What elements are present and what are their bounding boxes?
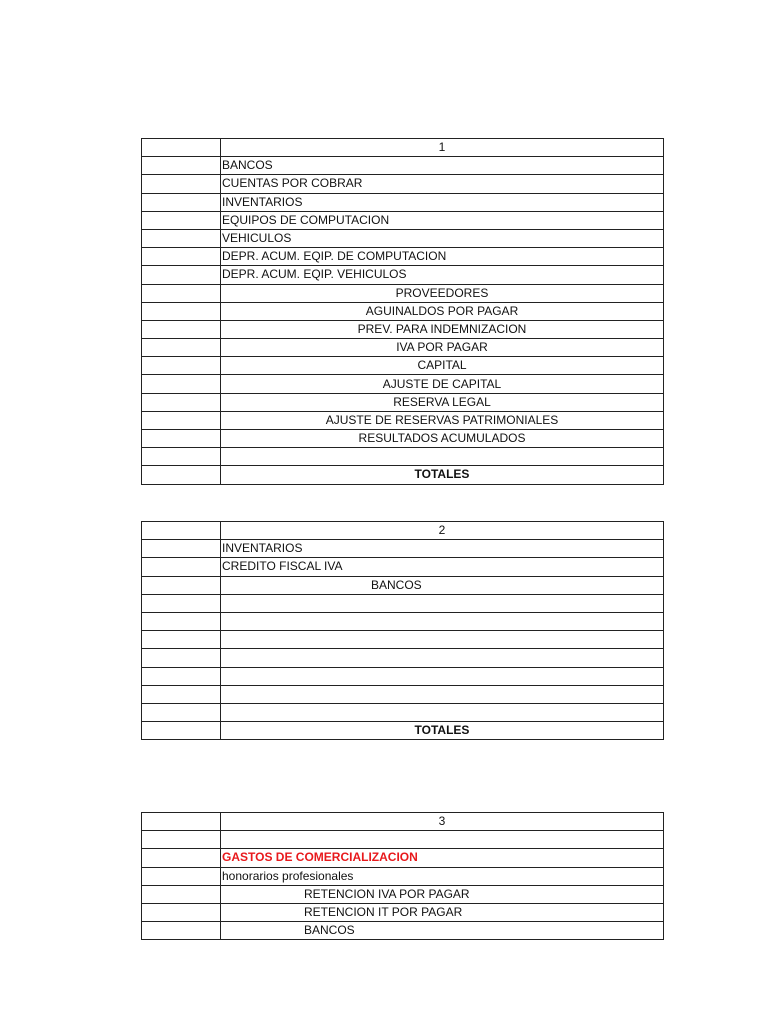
account-code-cell (142, 229, 221, 247)
account-name (221, 831, 664, 849)
account-code-cell (142, 558, 221, 576)
account-row (142, 284, 664, 302)
account-row (142, 849, 664, 867)
account-name: IVA POR PAGAR (221, 339, 664, 357)
journal-entry-3-body (142, 813, 664, 940)
account-code-cell (142, 667, 221, 685)
totals-label: TOTALES (221, 722, 664, 740)
account-code-cell (142, 649, 221, 667)
account-row (142, 703, 664, 721)
account-name: honorarios profesionales (221, 867, 664, 885)
account-row (142, 393, 664, 411)
entry-date-cell (142, 139, 221, 157)
entry-number: 3 (221, 813, 664, 831)
account-code-cell (142, 576, 221, 594)
account-row (142, 248, 664, 266)
account-row (142, 430, 664, 448)
account-name: GASTOS DE COMERCIALIZACION (221, 849, 664, 867)
account-row (142, 302, 664, 320)
entry-number: 2 (221, 522, 664, 540)
account-name: INVENTARIOS (221, 193, 664, 211)
account-code-cell (142, 157, 221, 175)
account-name: AJUSTE DE CAPITAL (221, 375, 664, 393)
journal-entry-3-table (141, 812, 664, 940)
account-row (142, 576, 664, 594)
account-row (142, 448, 664, 466)
account-name: CREDITO FISCAL IVA (221, 558, 664, 576)
account-row (142, 831, 664, 849)
account-code-cell (142, 831, 221, 849)
account-code-cell (142, 540, 221, 558)
account-code-cell (142, 685, 221, 703)
account-code-cell (142, 612, 221, 630)
account-row (142, 375, 664, 393)
account-name: BANCOS (221, 576, 664, 594)
account-name (221, 685, 664, 703)
account-code-cell (142, 339, 221, 357)
journal-entry-2-table (141, 521, 664, 740)
totals-row (142, 466, 664, 484)
journal-entry-1-table (141, 138, 664, 485)
account-name: INVENTARIOS (221, 540, 664, 558)
account-code-cell (142, 193, 221, 211)
account-row (142, 357, 664, 375)
account-row (142, 667, 664, 685)
totals-row (142, 722, 664, 740)
account-row (142, 175, 664, 193)
entry-header-row (142, 139, 664, 157)
account-row (142, 558, 664, 576)
account-row (142, 922, 664, 940)
account-row (142, 594, 664, 612)
account-code-cell (142, 594, 221, 612)
account-name (221, 649, 664, 667)
account-code-cell (142, 284, 221, 302)
account-name: VEHICULOS (221, 229, 664, 247)
account-code-cell (142, 393, 221, 411)
account-code-cell (142, 411, 221, 429)
account-row (142, 411, 664, 429)
account-row (142, 229, 664, 247)
account-row (142, 339, 664, 357)
account-row (142, 631, 664, 649)
totals-code-cell (142, 722, 221, 740)
account-name: RETENCION IT POR PAGAR (221, 903, 664, 921)
account-row (142, 157, 664, 175)
account-name (221, 667, 664, 685)
account-row (142, 867, 664, 885)
journal-entry-2-body (142, 522, 664, 740)
account-row (142, 685, 664, 703)
account-name: AGUINALDOS POR PAGAR (221, 302, 664, 320)
account-code-cell (142, 248, 221, 266)
account-code-cell (142, 175, 221, 193)
account-name: RESULTADOS ACUMULADOS (221, 430, 664, 448)
totals-label: TOTALES (221, 466, 664, 484)
account-row (142, 320, 664, 338)
account-code-cell (142, 357, 221, 375)
entry-header-row (142, 522, 664, 540)
account-name: PREV. PARA INDEMNIZACION (221, 320, 664, 338)
account-name: EQUIPOS DE COMPUTACION (221, 211, 664, 229)
entry-date-cell (142, 813, 221, 831)
account-row (142, 885, 664, 903)
account-code-cell (142, 266, 221, 284)
account-name: RETENCION IVA POR PAGAR (221, 885, 664, 903)
account-name: PROVEEDORES (221, 284, 664, 302)
entry-number: 1 (221, 139, 664, 157)
account-code-cell (142, 320, 221, 338)
account-code-cell (142, 631, 221, 649)
account-row (142, 903, 664, 921)
totals-code-cell (142, 466, 221, 484)
account-code-cell (142, 867, 221, 885)
account-code-cell (142, 885, 221, 903)
account-code-cell (142, 703, 221, 721)
account-row (142, 211, 664, 229)
account-name: BANCOS (221, 922, 664, 940)
entry-header-row (142, 813, 664, 831)
account-name: DEPR. ACUM. EQIP. DE COMPUTACION (221, 248, 664, 266)
account-row (142, 540, 664, 558)
account-code-cell (142, 430, 221, 448)
account-code-cell (142, 302, 221, 320)
account-code-cell (142, 448, 221, 466)
account-code-cell (142, 903, 221, 921)
account-code-cell (142, 849, 221, 867)
account-code-cell (142, 375, 221, 393)
account-code-cell (142, 922, 221, 940)
account-row (142, 612, 664, 630)
account-name: RESERVA LEGAL (221, 393, 664, 411)
account-row (142, 266, 664, 284)
account-name (221, 612, 664, 630)
account-name: AJUSTE DE RESERVAS PATRIMONIALES (221, 411, 664, 429)
account-name (221, 594, 664, 612)
account-name (221, 448, 664, 466)
account-name (221, 703, 664, 721)
account-name (221, 631, 664, 649)
account-name: CUENTAS POR COBRAR (221, 175, 664, 193)
account-row (142, 193, 664, 211)
entry-date-cell (142, 522, 221, 540)
account-row (142, 649, 664, 667)
account-name: BANCOS (221, 157, 664, 175)
journal-entry-1-body (142, 139, 664, 485)
account-code-cell (142, 211, 221, 229)
account-name: DEPR. ACUM. EQIP. VEHICULOS (221, 266, 664, 284)
account-name: CAPITAL (221, 357, 664, 375)
